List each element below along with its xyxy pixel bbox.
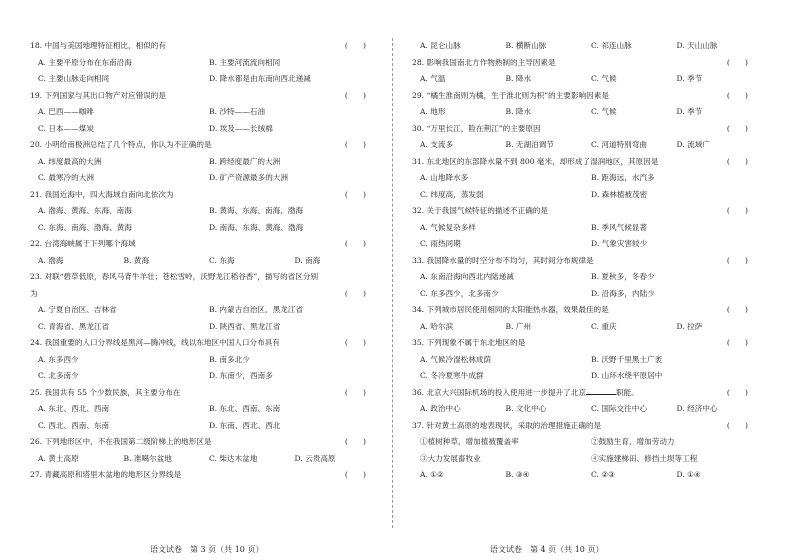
options-row	[412, 286, 754, 303]
answer-option: D. 沿海多，内陆少	[591, 288, 655, 298]
question-text: 19. 下列国家与其出口物产对应错误的是	[30, 90, 166, 100]
options-row	[30, 352, 372, 369]
answer-option: C. 纬度高，蒸发弱	[420, 189, 484, 199]
answer-option: C. 柴达木盆地	[209, 453, 258, 463]
question-stem	[412, 55, 754, 72]
answer-bracket: ( )	[344, 140, 366, 149]
answer-option: B. 距海远，水汽多	[591, 173, 655, 182]
answer-option: D. 矿产资源最多的大洲	[209, 173, 288, 182]
question-stem	[30, 38, 372, 55]
answer-option: B. 文化中心	[505, 404, 547, 413]
options-row	[30, 401, 372, 418]
answer-bracket: ( )	[344, 387, 366, 397]
answer-bracket: ( )	[344, 189, 366, 199]
answer-option: C. 气候	[591, 74, 617, 83]
exam-page-left	[30, 38, 372, 484]
answer-option: D. 东南、西北、西北	[209, 420, 281, 430]
answer-option: A. 渤海、黄海、东海、南海	[38, 206, 132, 215]
answer-bracket: ( )	[726, 255, 748, 265]
answer-option: B. 沙特——石油	[209, 107, 265, 116]
answer-option: D. 东南少，西南多	[209, 371, 273, 380]
answer-option: C. 祁连山脉	[591, 41, 632, 50]
answer-option: B. 黄海、东海、南海、渤海	[209, 206, 303, 215]
question-stem	[30, 385, 372, 402]
options-row	[412, 137, 754, 154]
answer-option: A. 巴西——咖啡	[38, 107, 94, 116]
answer-option: A. 昆仑山脉	[420, 41, 461, 50]
sub-item: ④实施建梯田、修挡土坝等工程	[591, 453, 698, 463]
answer-option: A. 地形	[420, 107, 446, 116]
answer-option: B. 东北、西南、东南	[209, 404, 281, 413]
options-row	[412, 401, 754, 418]
question-stem-continued	[30, 286, 372, 303]
question-stem	[30, 187, 372, 204]
answer-option: B. 无湖泊调节	[505, 140, 554, 149]
answer-option: B. 南多北少	[209, 354, 250, 364]
exam-page-right	[412, 38, 754, 484]
options-row	[30, 302, 372, 319]
question-stem	[30, 335, 372, 352]
answer-bracket: ( )	[344, 239, 366, 248]
answer-option: A. 渤海	[38, 255, 64, 265]
options-row	[30, 368, 372, 385]
answer-option: C. 东海	[209, 255, 235, 265]
answer-option: C. 气候	[591, 107, 617, 116]
question-text: 35. 下列现象不属于东北地区的是	[412, 338, 526, 347]
answer-bracket: ( )	[726, 90, 748, 100]
answer-bracket: ( )	[726, 123, 748, 133]
question-stem	[412, 302, 754, 319]
question-text: 20. 小明给南极洲总结了几个特点，你认为不正确的是	[30, 140, 212, 149]
question-text: 32. 关于我国气候特征的描述不正确的是	[412, 206, 548, 215]
answer-option: D. 南海、东海、黄海、渤海	[209, 222, 304, 232]
options-row	[412, 319, 754, 336]
options-row	[412, 170, 754, 187]
answer-option: C. 东海、南海、渤海、黄海	[38, 222, 132, 232]
answer-option: C. 雨热同期	[420, 239, 461, 248]
options-row	[412, 269, 754, 286]
question-text: 25. 我国共有 55 个少数民族，其主要分布在	[30, 387, 181, 397]
question-stem	[412, 88, 754, 105]
answer-option: C. 青海省、黑龙江省	[38, 321, 110, 331]
answer-option: A. 支流多	[420, 140, 454, 149]
options-row	[412, 368, 754, 385]
answer-option: A. 哈尔滨	[420, 321, 454, 331]
options-row	[412, 71, 754, 88]
answer-bracket: ( )	[344, 41, 366, 50]
answer-option: C. 重庆	[591, 321, 617, 331]
answer-option: D. ①④	[676, 470, 701, 479]
question-stem	[412, 121, 754, 138]
answer-option: B. 季风气候显著	[591, 222, 647, 232]
question-text: 37. 针对黄土高原的地表现状，采取的治理措施正确的是	[412, 420, 602, 430]
options-row	[30, 451, 372, 468]
answer-option: A. 东南沿海向西北内陆递减	[420, 272, 514, 281]
answer-option: C. 日本——煤炭	[38, 123, 94, 133]
options-row	[30, 154, 372, 171]
answer-option: C. 国际交往中心	[591, 404, 647, 413]
options-row	[412, 352, 754, 369]
answer-option: A. 宁夏自治区、吉林省	[38, 305, 117, 314]
answer-option: C. 河道特别弯曲	[591, 140, 647, 149]
answer-option: B. 跨经度最广的大洲	[209, 156, 281, 166]
answer-bracket: ( )	[726, 387, 748, 397]
question-stem	[412, 385, 754, 402]
answer-option: B. 广州	[505, 321, 532, 331]
answer-bracket: ( )	[344, 90, 366, 100]
answer-bracket: ( )	[344, 437, 366, 446]
answer-option: A. 气候复杂多样	[420, 222, 476, 232]
answer-option: A. 山地降水多	[420, 173, 469, 182]
answer-bracket: ( )	[344, 288, 366, 298]
answer-bracket: ( )	[344, 470, 366, 479]
answer-option: C. 主要山脉走向相同	[38, 74, 110, 83]
options-row	[30, 55, 372, 72]
answer-blank	[586, 385, 616, 395]
page-divider	[392, 38, 393, 528]
page-footer-left: 语文试卷 第 3 页（共 10 页）	[150, 545, 264, 554]
answer-option: B. ③④	[505, 470, 530, 479]
answer-option: A. 气温	[420, 74, 446, 83]
answer-option: C. 北多南少	[38, 371, 79, 380]
sub-item-row	[412, 434, 754, 451]
question-text: 27. 青藏高原和塔里木盆地的地形区分界线是	[30, 470, 182, 479]
question-stem	[30, 434, 372, 451]
question-stem	[30, 269, 372, 286]
answer-option: D. 山环水绕平原居中	[591, 371, 663, 380]
question-stem	[412, 418, 754, 435]
question-stem	[412, 203, 754, 220]
options-row	[30, 104, 372, 121]
options-row	[412, 104, 754, 121]
answer-option: B. 主要河流流向相同	[209, 57, 281, 67]
answer-option: D. 季节	[676, 74, 703, 83]
answer-option: B. 横断山脉	[505, 41, 547, 50]
question-stem	[412, 253, 754, 270]
sub-item: ③大力发展畜牧业	[420, 453, 481, 463]
answer-option: D. 拉萨	[676, 321, 703, 331]
question-stem	[30, 137, 372, 154]
options-row	[30, 418, 372, 435]
answer-option: A. 东多西少	[38, 354, 79, 364]
answer-option: A. 纬度最高的大洲	[38, 156, 102, 166]
question-stem	[30, 236, 372, 253]
answer-option: B. 沃野千里黑土广袤	[591, 354, 663, 364]
options-row	[30, 170, 372, 187]
answer-option: D. 森林植被茂密	[591, 189, 648, 199]
sub-item: ①植树种草，增加植被覆盖率	[420, 437, 519, 446]
answer-bracket: ( )	[726, 338, 748, 347]
question-text: 36. 北京大兴国际机场的投入使用进一步提升了北京	[412, 387, 586, 397]
answer-bracket: ( )	[726, 206, 748, 215]
answer-option: A. ①②	[420, 470, 444, 479]
page-footer-right: 语文试卷 第 4 页（共 10 页）	[490, 545, 604, 554]
options-row	[30, 121, 372, 138]
question-text: 30. “万里长江，险在荆江”的主要原因	[412, 123, 541, 133]
answer-option: B. 降水	[505, 74, 532, 83]
answer-bracket: ( )	[726, 156, 748, 166]
answer-option: A. 主要平原分布在东南沿海	[38, 57, 132, 67]
answer-option: D. 陕西省、黑龙江省	[209, 321, 281, 331]
options-row	[412, 236, 754, 253]
options-row	[30, 253, 372, 270]
sub-item-row	[412, 451, 754, 468]
question-text: 31. 东北地区的东部降水量不到 800 毫米，却形成了湿润地区，其原因是	[412, 156, 659, 166]
answer-option: A. 东北、西北、西南	[38, 404, 110, 413]
answer-option: D. 降水都是由东南向西北递减	[209, 74, 311, 83]
answer-option: D. 气象灾害较少	[591, 239, 648, 248]
question-stem	[412, 335, 754, 352]
options-row	[412, 467, 754, 484]
answer-option: B. 内蒙古自治区、黑龙江省	[209, 305, 303, 314]
options-row	[30, 203, 372, 220]
answer-option: A. 政治中心	[420, 404, 461, 413]
answer-option: D. 南海	[294, 255, 321, 265]
answer-option: C. 西北、西南、东南	[38, 420, 110, 430]
question-text: 28. 影响我国南北方作物熟制的主导因素是	[412, 57, 556, 67]
answer-option: B. 夏秋多，冬春少	[591, 272, 655, 281]
answer-bracket: ( )	[726, 305, 748, 314]
options-row	[30, 220, 372, 237]
answer-option: C. ②③	[591, 470, 615, 479]
answer-option: D. 云贵高原	[294, 453, 336, 463]
question-text: 26. 下列地形区中，不在我国第二级阶梯上的地形区是	[30, 437, 212, 446]
question-text: 21. 我国近海中，四大海域自南向北依次为	[30, 189, 174, 199]
answer-option: B. 降水	[505, 107, 532, 116]
answer-option: D. 埃及——长绒棉	[209, 123, 273, 133]
options-row	[412, 38, 754, 55]
question-text: 29. “橘生淮南则为橘，生于淮北则为枳”的主要影响因素是	[412, 90, 609, 100]
answer-option: C. 东多西少，北多南少	[420, 288, 499, 298]
question-text: 34. 下列城市居民使用相同的太阳能热水器，效果最佳的是	[412, 305, 609, 314]
answer-option: B. 黄海	[123, 255, 150, 265]
question-stem	[412, 154, 754, 171]
answer-option: D. 季节	[676, 107, 703, 116]
options-row	[412, 220, 754, 237]
question-text: 18. 中国与美国地理特征相比，相似的有	[30, 41, 166, 50]
answer-option: D. 经济中心	[676, 404, 718, 413]
question-stem	[30, 467, 372, 484]
options-row	[30, 319, 372, 336]
options-row	[30, 71, 372, 88]
question-text: 22. 台湾海峡属于下列哪个海域	[30, 239, 136, 248]
question-stem	[30, 88, 372, 105]
question-text: 33. 我国降水量的时空分布不均匀，其时间分布规律是	[412, 255, 594, 265]
answer-bracket: ( )	[726, 420, 748, 430]
question-text: 为	[30, 288, 38, 298]
answer-option: D. 天山山脉	[676, 41, 718, 50]
answer-option: D. 流域广	[676, 140, 710, 149]
options-row	[412, 187, 754, 204]
answer-bracket: ( )	[344, 338, 366, 347]
question-text: 23. 对联“碧草低原，春风马背牛羊壮；苍松雪岭，沃野龙江稻谷香”，描写的省区分别	[30, 272, 319, 281]
answer-option: C. 最寒冷的大洲	[38, 173, 94, 182]
question-text-tail: 职能。	[615, 387, 639, 397]
question-text: 24. 我国重要的人口分界线是黑河—腾冲线，线以东地区中国人口分布具有	[30, 338, 280, 347]
answer-bracket: ( )	[726, 57, 748, 67]
sub-item: ②鼓励生育，增加劳动力	[591, 437, 675, 446]
answer-option: B. 准噶尔盆地	[123, 453, 172, 463]
answer-option: A. 黄土高原	[38, 453, 79, 463]
answer-option: A. 气候冷湿松林成荫	[420, 354, 492, 364]
answer-option: C. 冬冷夏寒牛成群	[420, 371, 484, 380]
